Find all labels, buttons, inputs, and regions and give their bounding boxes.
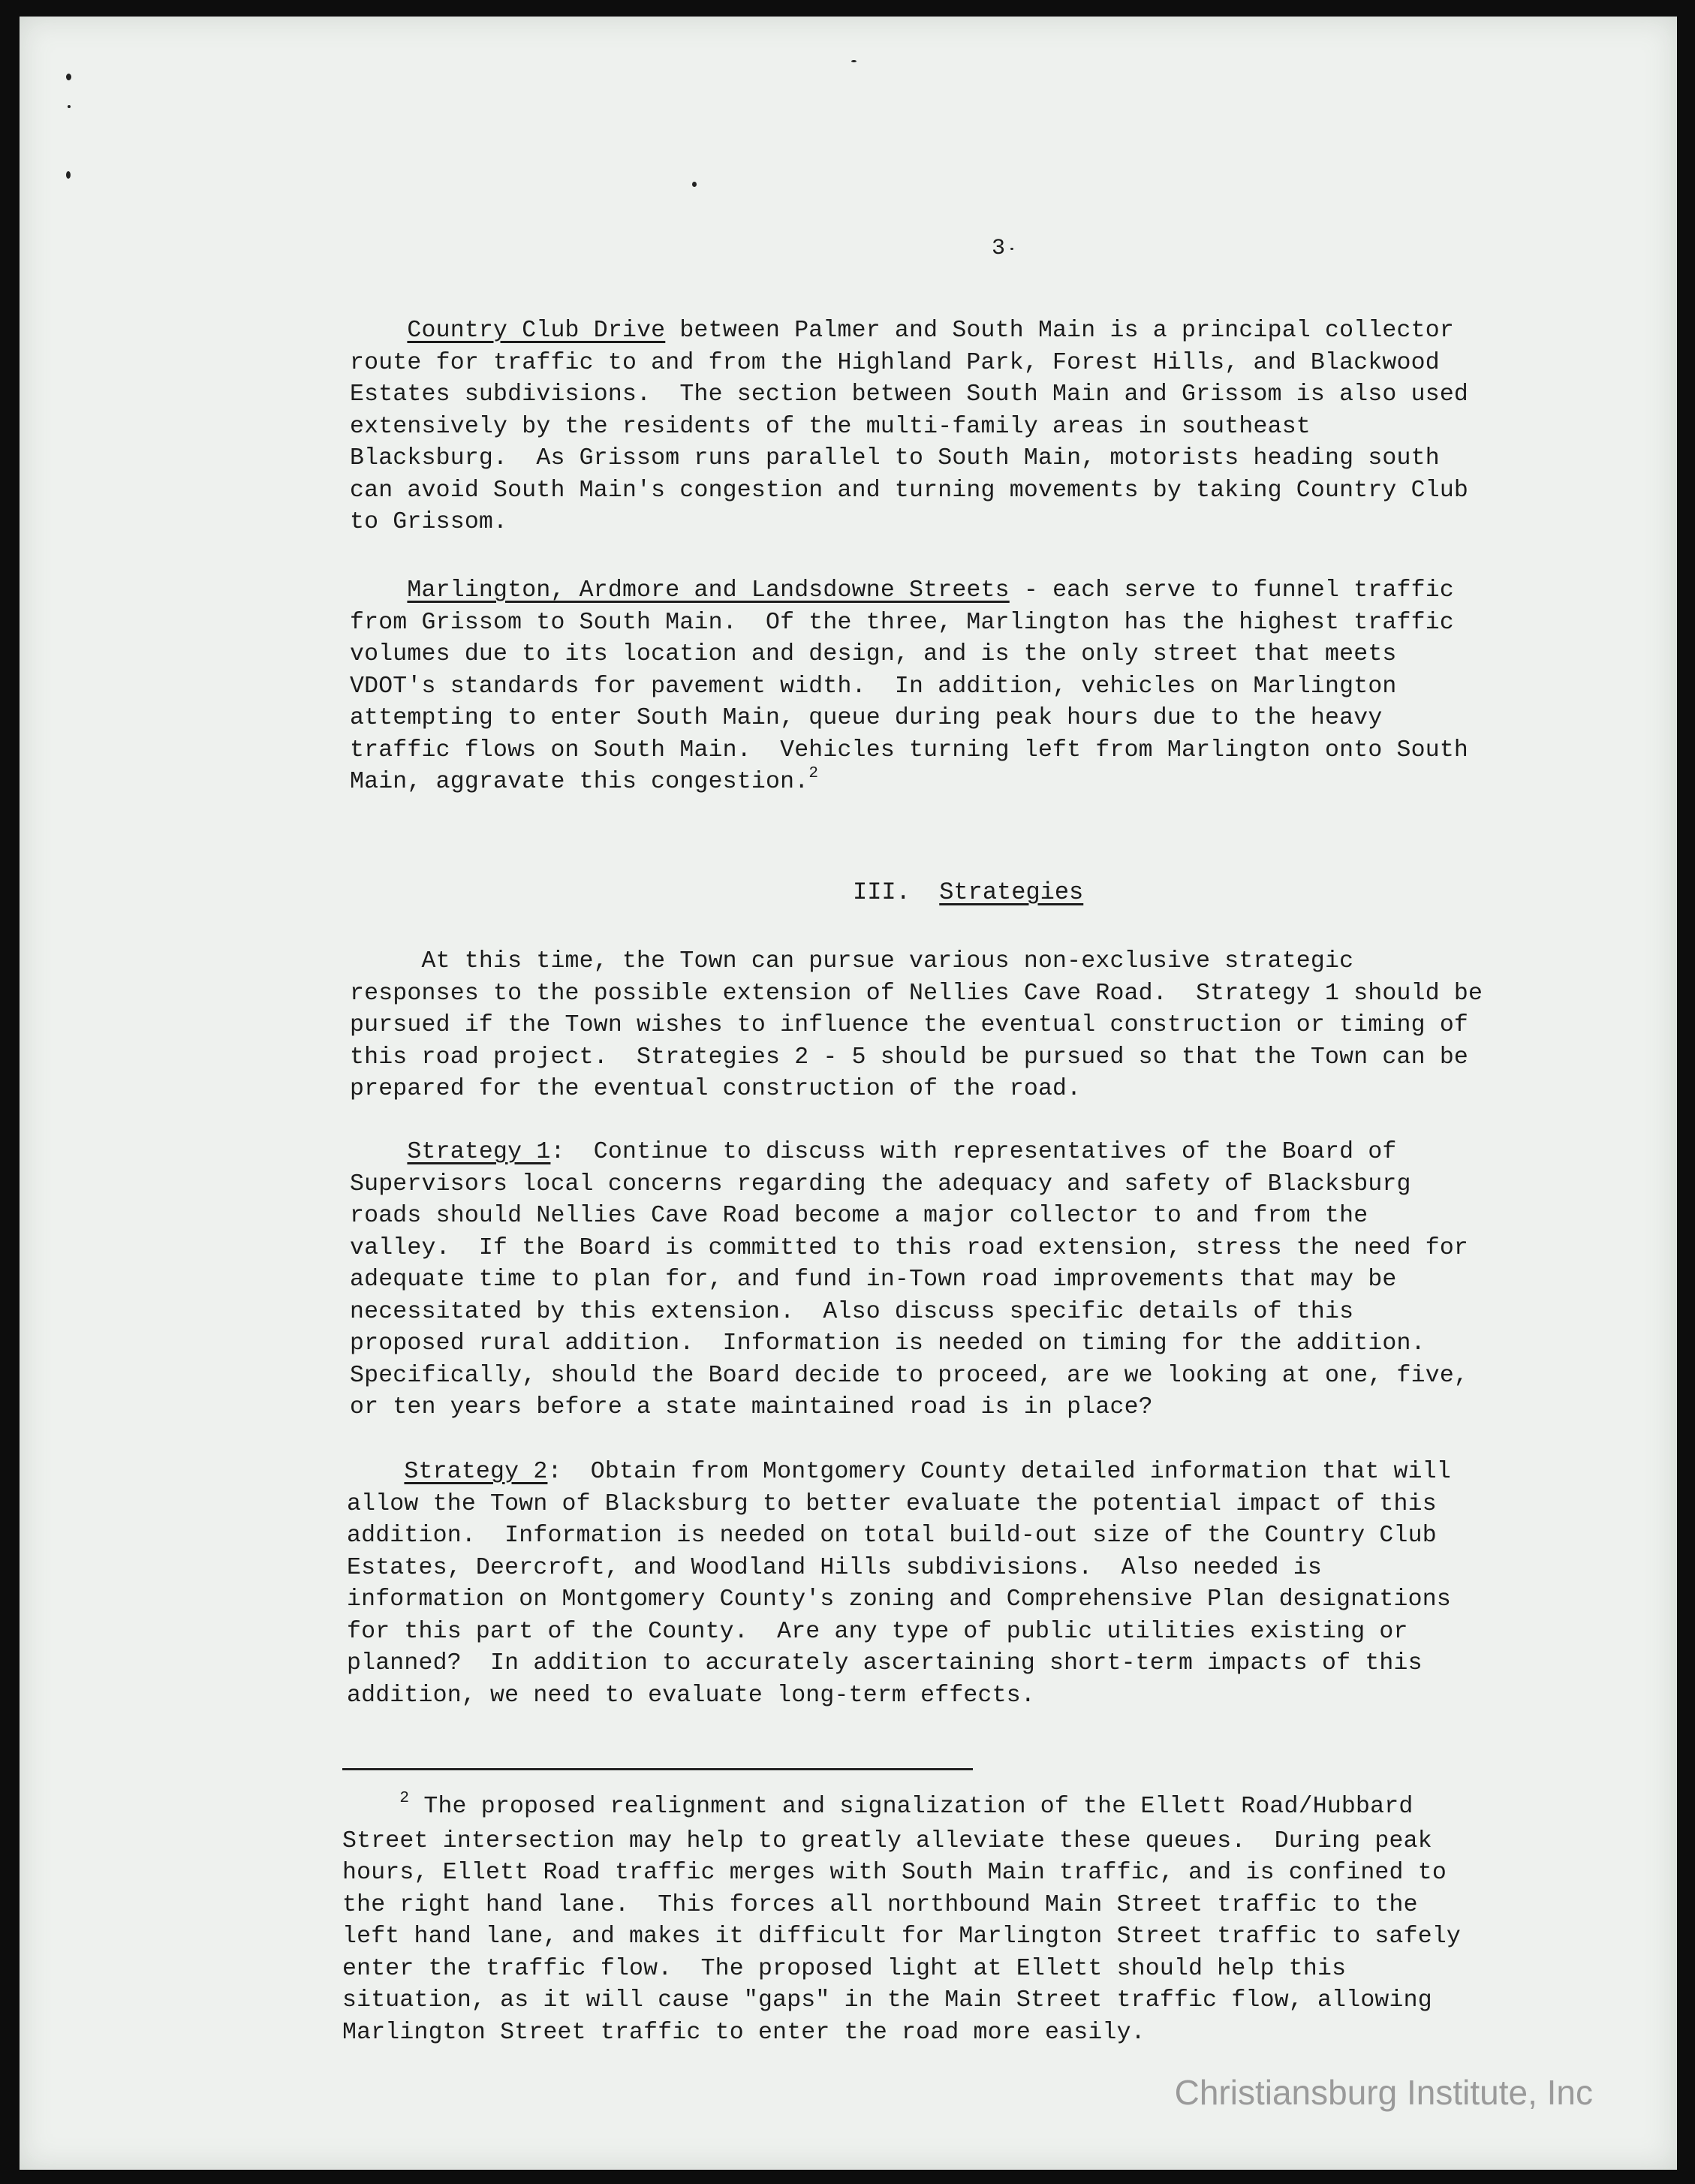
paragraph-text: route for traffic to and from the Highland Park, Forest Hills, and Blackwood Estates subdivisions. The section between South Main and Grissom is also used extensively by the residents of the multi-family areas in southeast Blacksburg. As Grissom runs parallel to South Main, motorists heading south can avoid South Main's congestion and turning movements by taking Country Club to Grissom.	[350, 349, 1469, 535]
underlined-term: Country Club Drive	[407, 318, 666, 344]
paragraph-text: - each serve to funnel traffic	[1009, 577, 1454, 604]
underlined-term: Strategy 1	[407, 1139, 551, 1165]
section-numeral: III.	[853, 878, 911, 906]
document-page	[20, 17, 1677, 2170]
scan-speck	[68, 105, 71, 108]
underlined-term: Strategy 2	[404, 1459, 548, 1485]
paragraph-text: : Obtain from Montgomery County detailed information that will	[547, 1459, 1451, 1485]
section-heading	[853, 878, 1083, 906]
paragraph-text: Supervisors local concerns regarding the adequacy and safety of Blacksburg roads should Nellies Cave Road become a major collector to and from the valley. If the Board is committed to this road extension, stress the need for adequate time to plan for, and fund in-Town road improvements that may be necessitated by this extension. Also discuss specific details of this proposed rural addition. Information is needed on timing for the addition. Specifically, should the Board decide to proceed, are we looking at one, five, or ten years before a state maintained road is in place?	[350, 1170, 1469, 1420]
paragraph-country-club-drive	[350, 315, 1626, 539]
scan-speck	[851, 60, 857, 62]
underlined-term: Marlington, Ardmore and Landsdowne Streets	[407, 577, 1010, 604]
scan-speck	[1010, 248, 1013, 250]
footnote-divider	[342, 1768, 973, 1770]
footnote-reference: 2	[808, 765, 819, 782]
footnote	[342, 1791, 1618, 2049]
paragraph-text: between Palmer and South Main is a principal collector	[665, 318, 1454, 344]
footnote-number: 2	[399, 1790, 410, 1807]
paragraph-text: : Continue to discuss with representatives of the Board of	[550, 1139, 1397, 1165]
footnote-text: Street intersection may help to greatly alleviate these queues. During peak hours, Ellett Road traffic merges with South Main traffic, and is confined to the right hand lane. This forces all northbound Main Street traffic to the left hand lane, and makes it difficult for Marlington Street traffic to safely enter the traffic flow. The proposed light at Ellett should help this situation, as it will cause "gaps" in the Main Street traffic flow, allowing Marlington Street traffic to enter the road more easily.	[342, 1827, 1462, 2046]
watermark: Christiansburg Institute, Inc	[1174, 2073, 1593, 2112]
paragraph-strategy-2	[347, 1457, 1623, 1712]
section-title: Strategies	[939, 878, 1084, 906]
paragraph-strategies-intro: At this time, the Town can pursue various non-exclusive strategic responses to the possible extension of Nellies Cave Road. Strategy 1 should be pursued if the Town wishes to influence the eventual construction or timing of this road project. Strategies 2 - 5 should be pursued so that the Town can be prepared for the eventual construction of the road.	[350, 948, 1483, 1102]
paragraph-text: Main, aggravate this congestion.	[350, 769, 809, 795]
paragraph-strategy-1	[350, 1137, 1626, 1424]
paragraph-marlington-streets	[350, 575, 1626, 801]
paragraph-text: from Grissom to South Main. Of the three, Marlington has the highest traffic volumes due to its location and design, and is the only street that meets VDOT's standards for pavement width. In addition, vehicles on Marlington attempting to enter South Main, queue during peak hours due to the heavy traffic flows on South Main. Vehicles turning left from Marlington onto South	[350, 609, 1469, 764]
paragraph-text: allow the Town of Blacksburg to better evaluate the potential impact of this addition. Information is needed on total build-out size of the Country Club Estates, Deercroft, and Woodland Hills subdivisions. Also needed is information on Montgomery County's zoning and Comprehensive Plan designations for this part of the County. Are any type of public utilities existing or planned? In addition to accurately ascertaining short-term impacts of this addition, we need to evaluate long-term effects.	[347, 1490, 1451, 1709]
footnote-text: The proposed realignment and signalization of the Ellett Road/Hubbard	[409, 1794, 1414, 1820]
scan-speck	[66, 74, 71, 80]
scan-speck	[66, 171, 71, 179]
page-number: 3	[992, 236, 1006, 261]
scan-speck	[692, 182, 697, 187]
